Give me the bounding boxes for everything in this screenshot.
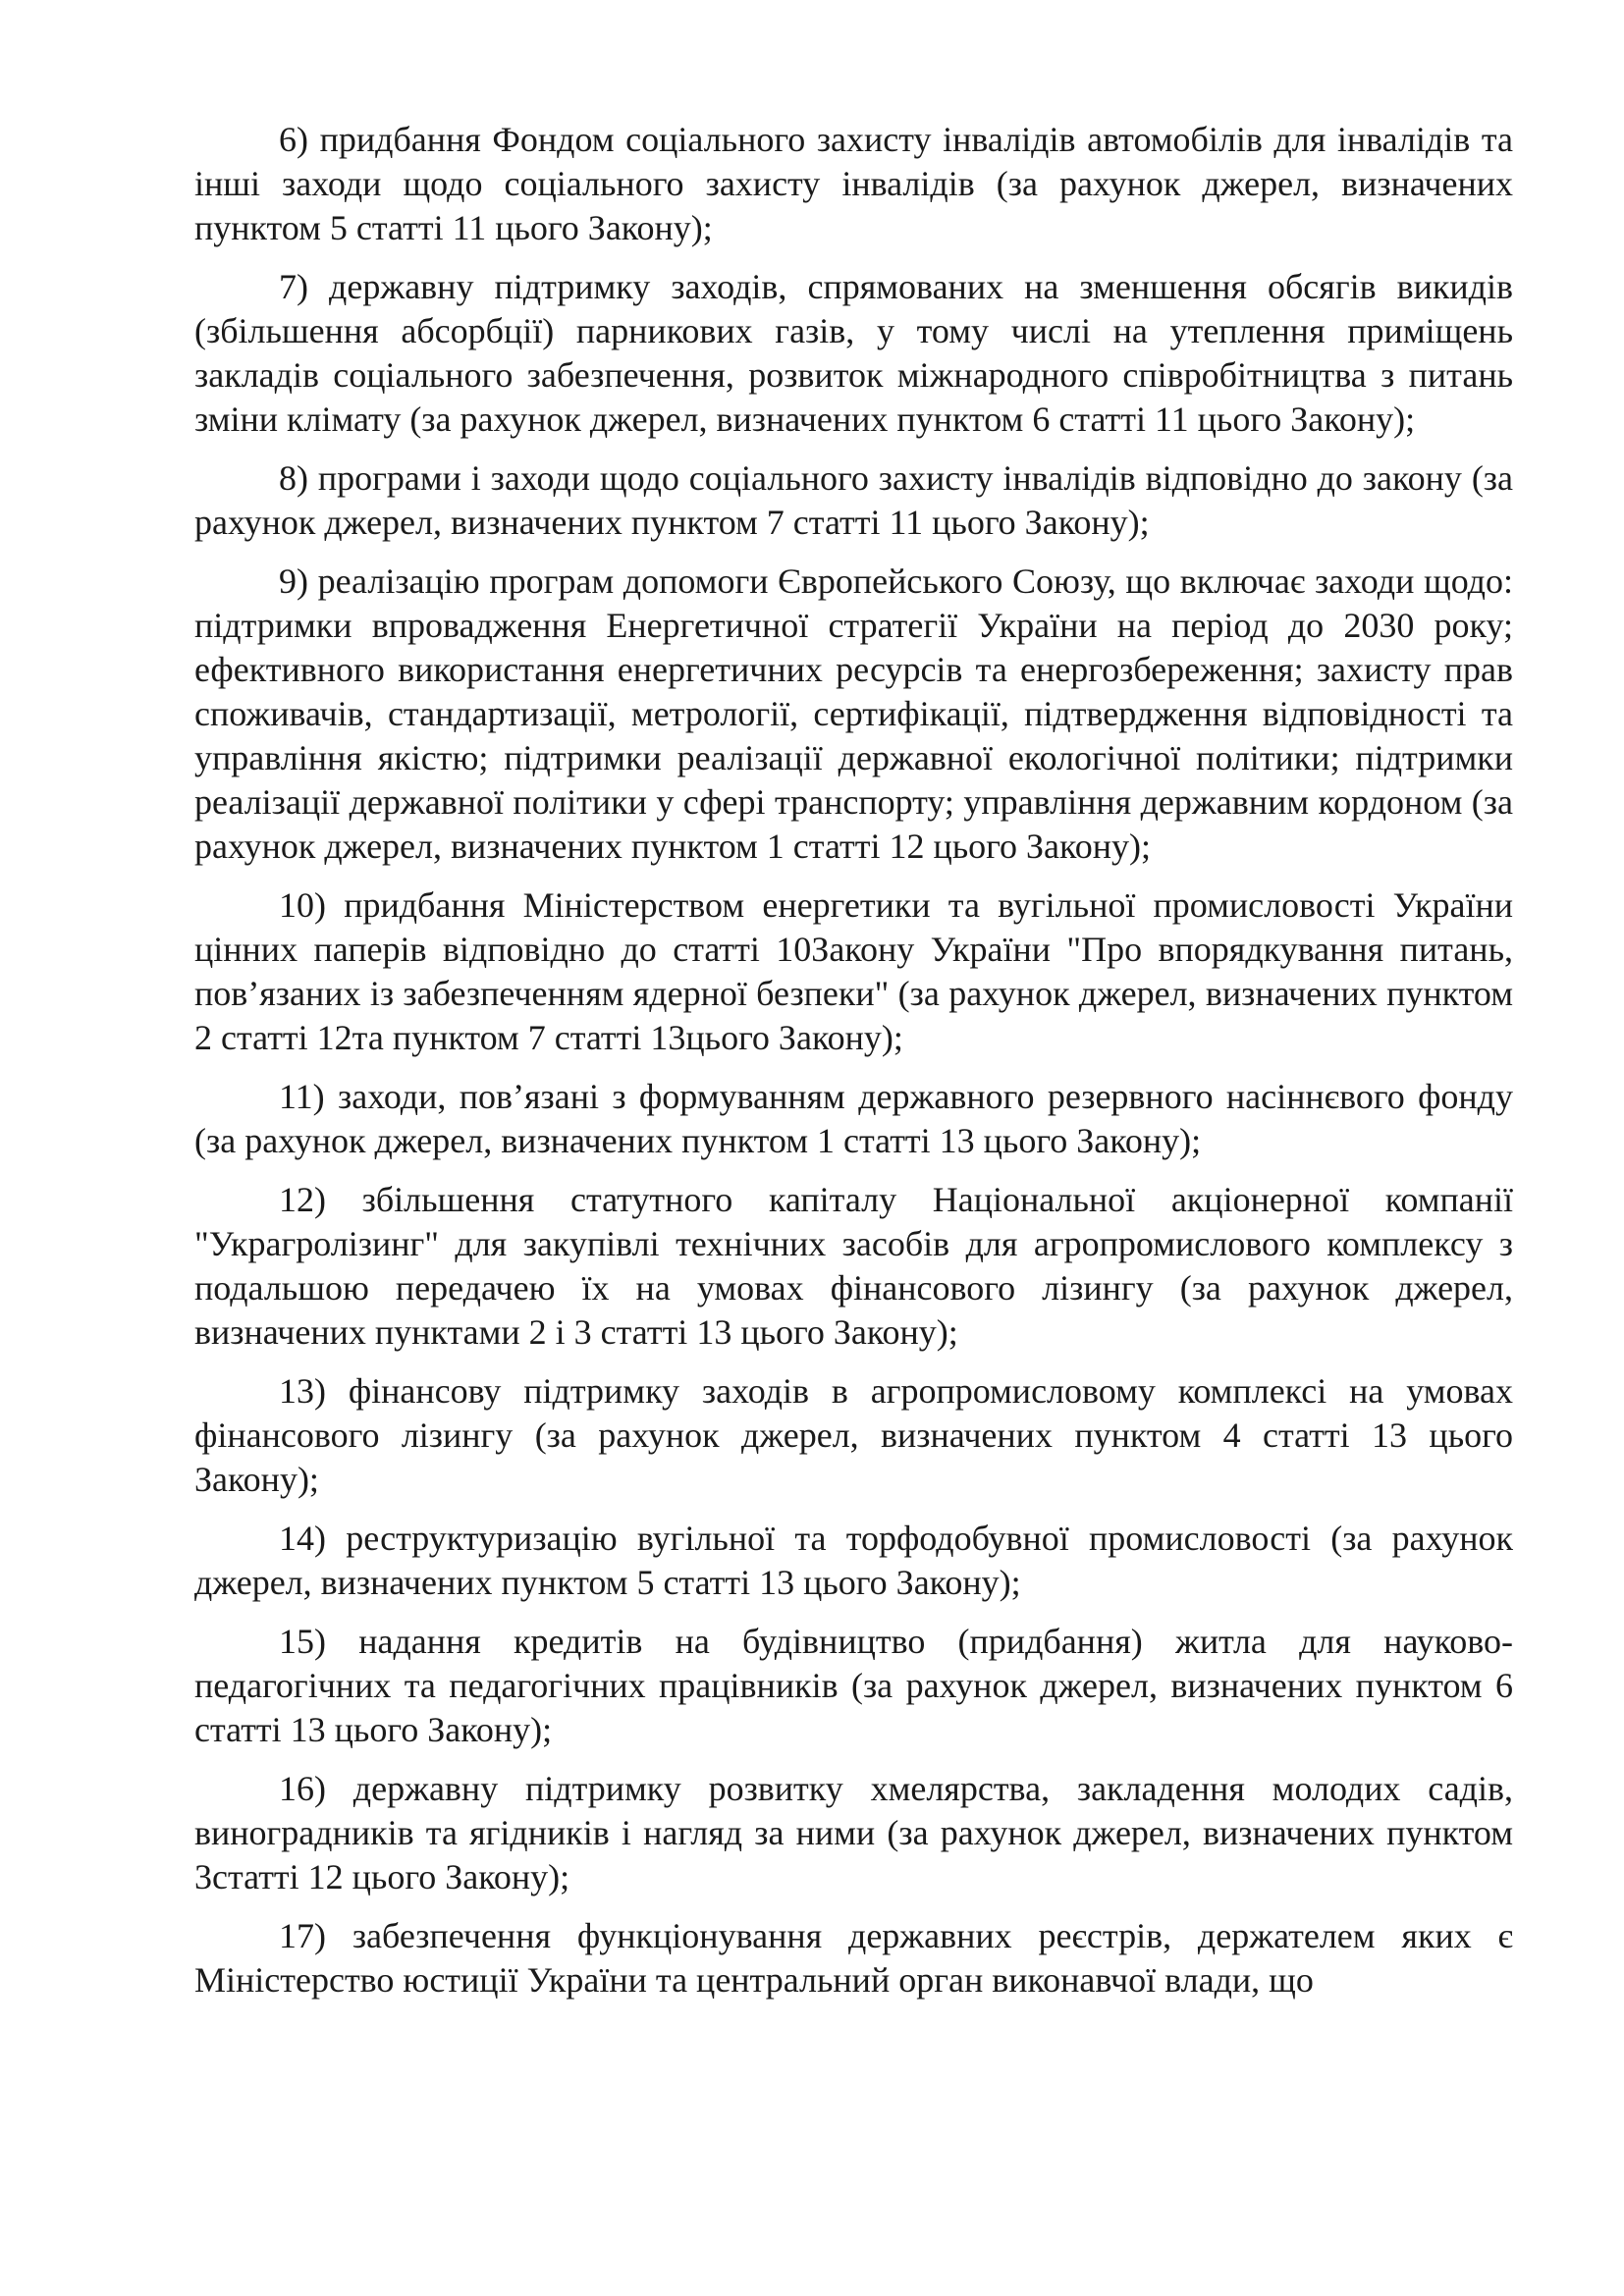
paragraph-item-15: 15) надання кредитів на будівництво (придбання) житла для науково-педагогічних та педагогічних працівників (за рахунок джерел, визначених пунктом 6 статті 13 цього Закону); xyxy=(194,1622,1513,1749)
paragraph-item-9: 9) реалізацію програм допомоги Європейського Союзу, що включає заходи щодо: підтримки впровадження Енергетичної стратегії України на період до 2030 року; ефективного використання енергетичних ресурсів та енергозбереження; захисту прав споживачів, стандартизації, метрології, сертифікації, підтвердження відповідності та управління якістю; підтримки реалізації державної екологічної політики; підтримки реалізації державної політики у сфері транспорту; управління державним кордоном (за рахунок джерел, визначених пунктом 1 статті 12 цього Закону); xyxy=(194,561,1513,866)
paragraph-item-8: 8) програми і заходи щодо соціального захисту інвалідів відповідно до закону (за рахунок джерел, визначених пунктом 7 статті 11 цього Закону); xyxy=(194,458,1513,542)
paragraph-item-17: 17) забезпечення функціонування державних реєстрів, держателем яких є Міністерство юстиції України та центральний орган виконавчої влади, що xyxy=(194,1916,1513,2000)
paragraph-item-6: 6) придбання Фондом соціального захисту інвалідів автомобілів для інвалідів та інші заходи щодо соціального захисту інвалідів (за рахунок джерел, визначених пунктом 5 статті 11 цього Закону); xyxy=(194,120,1513,247)
paragraph-item-13: 13) фінансову підтримку заходів в агропромисловому комплексі на умовах фінансового лізингу (за рахунок джерел, визначених пунктом 4 статті 13 цього Закону); xyxy=(194,1371,1513,1499)
paragraph-item-10: 10) придбання Міністерством енергетики та вугільної промисловості України цінних паперів відповідно до статті 10Закону України "Про впорядкування питань, пов’язаних із забезпеченням ядерної безпеки" (за рахунок джерел, визначених пунктом 2 статті 12та пунктом 7 статті 13цього Закону); xyxy=(194,885,1513,1057)
paragraph-item-11: 11) заходи, пов’язані з формуванням державного резервного насіннєвого фонду (за рахунок джерел, визначених пунктом 1 статті 13 цього Закону); xyxy=(194,1077,1513,1160)
document-page xyxy=(194,118,1513,2017)
paragraph-item-14: 14) реструктуризацію вугільної та торфодобувної промисловості (за рахунок джерел, визначених пунктом 5 статті 13 цього Закону); xyxy=(194,1519,1513,1602)
paragraph-item-7: 7) державну підтримку заходів, спрямованих на зменшення обсягів викидів (збільшення абсорбції) парникових газів, у тому числі на утеплення приміщень закладів соціального забезпечення, розвиток міжнародного співробітництва з питань зміни клімату (за рахунок джерел, визначених пунктом 6 статті 11 цього Закону); xyxy=(194,267,1513,439)
paragraph-item-16: 16) державну підтримку розвитку хмелярства, закладення молодих садів, виноградників та ягідників і нагляд за ними (за рахунок джерел, визначених пунктом 3статті 12 цього Закону); xyxy=(194,1769,1513,1896)
paragraph-item-12: 12) збільшення статутного капіталу Національної акціонерної компанії "Украгролізинг" для закупівлі технічних засобів для агропромислового комплексу з подальшою передачею їх на умовах фінансового лізингу (за рахунок джерел, визначених пунктами 2 і 3 статті 13 цього Закону); xyxy=(194,1180,1513,1352)
